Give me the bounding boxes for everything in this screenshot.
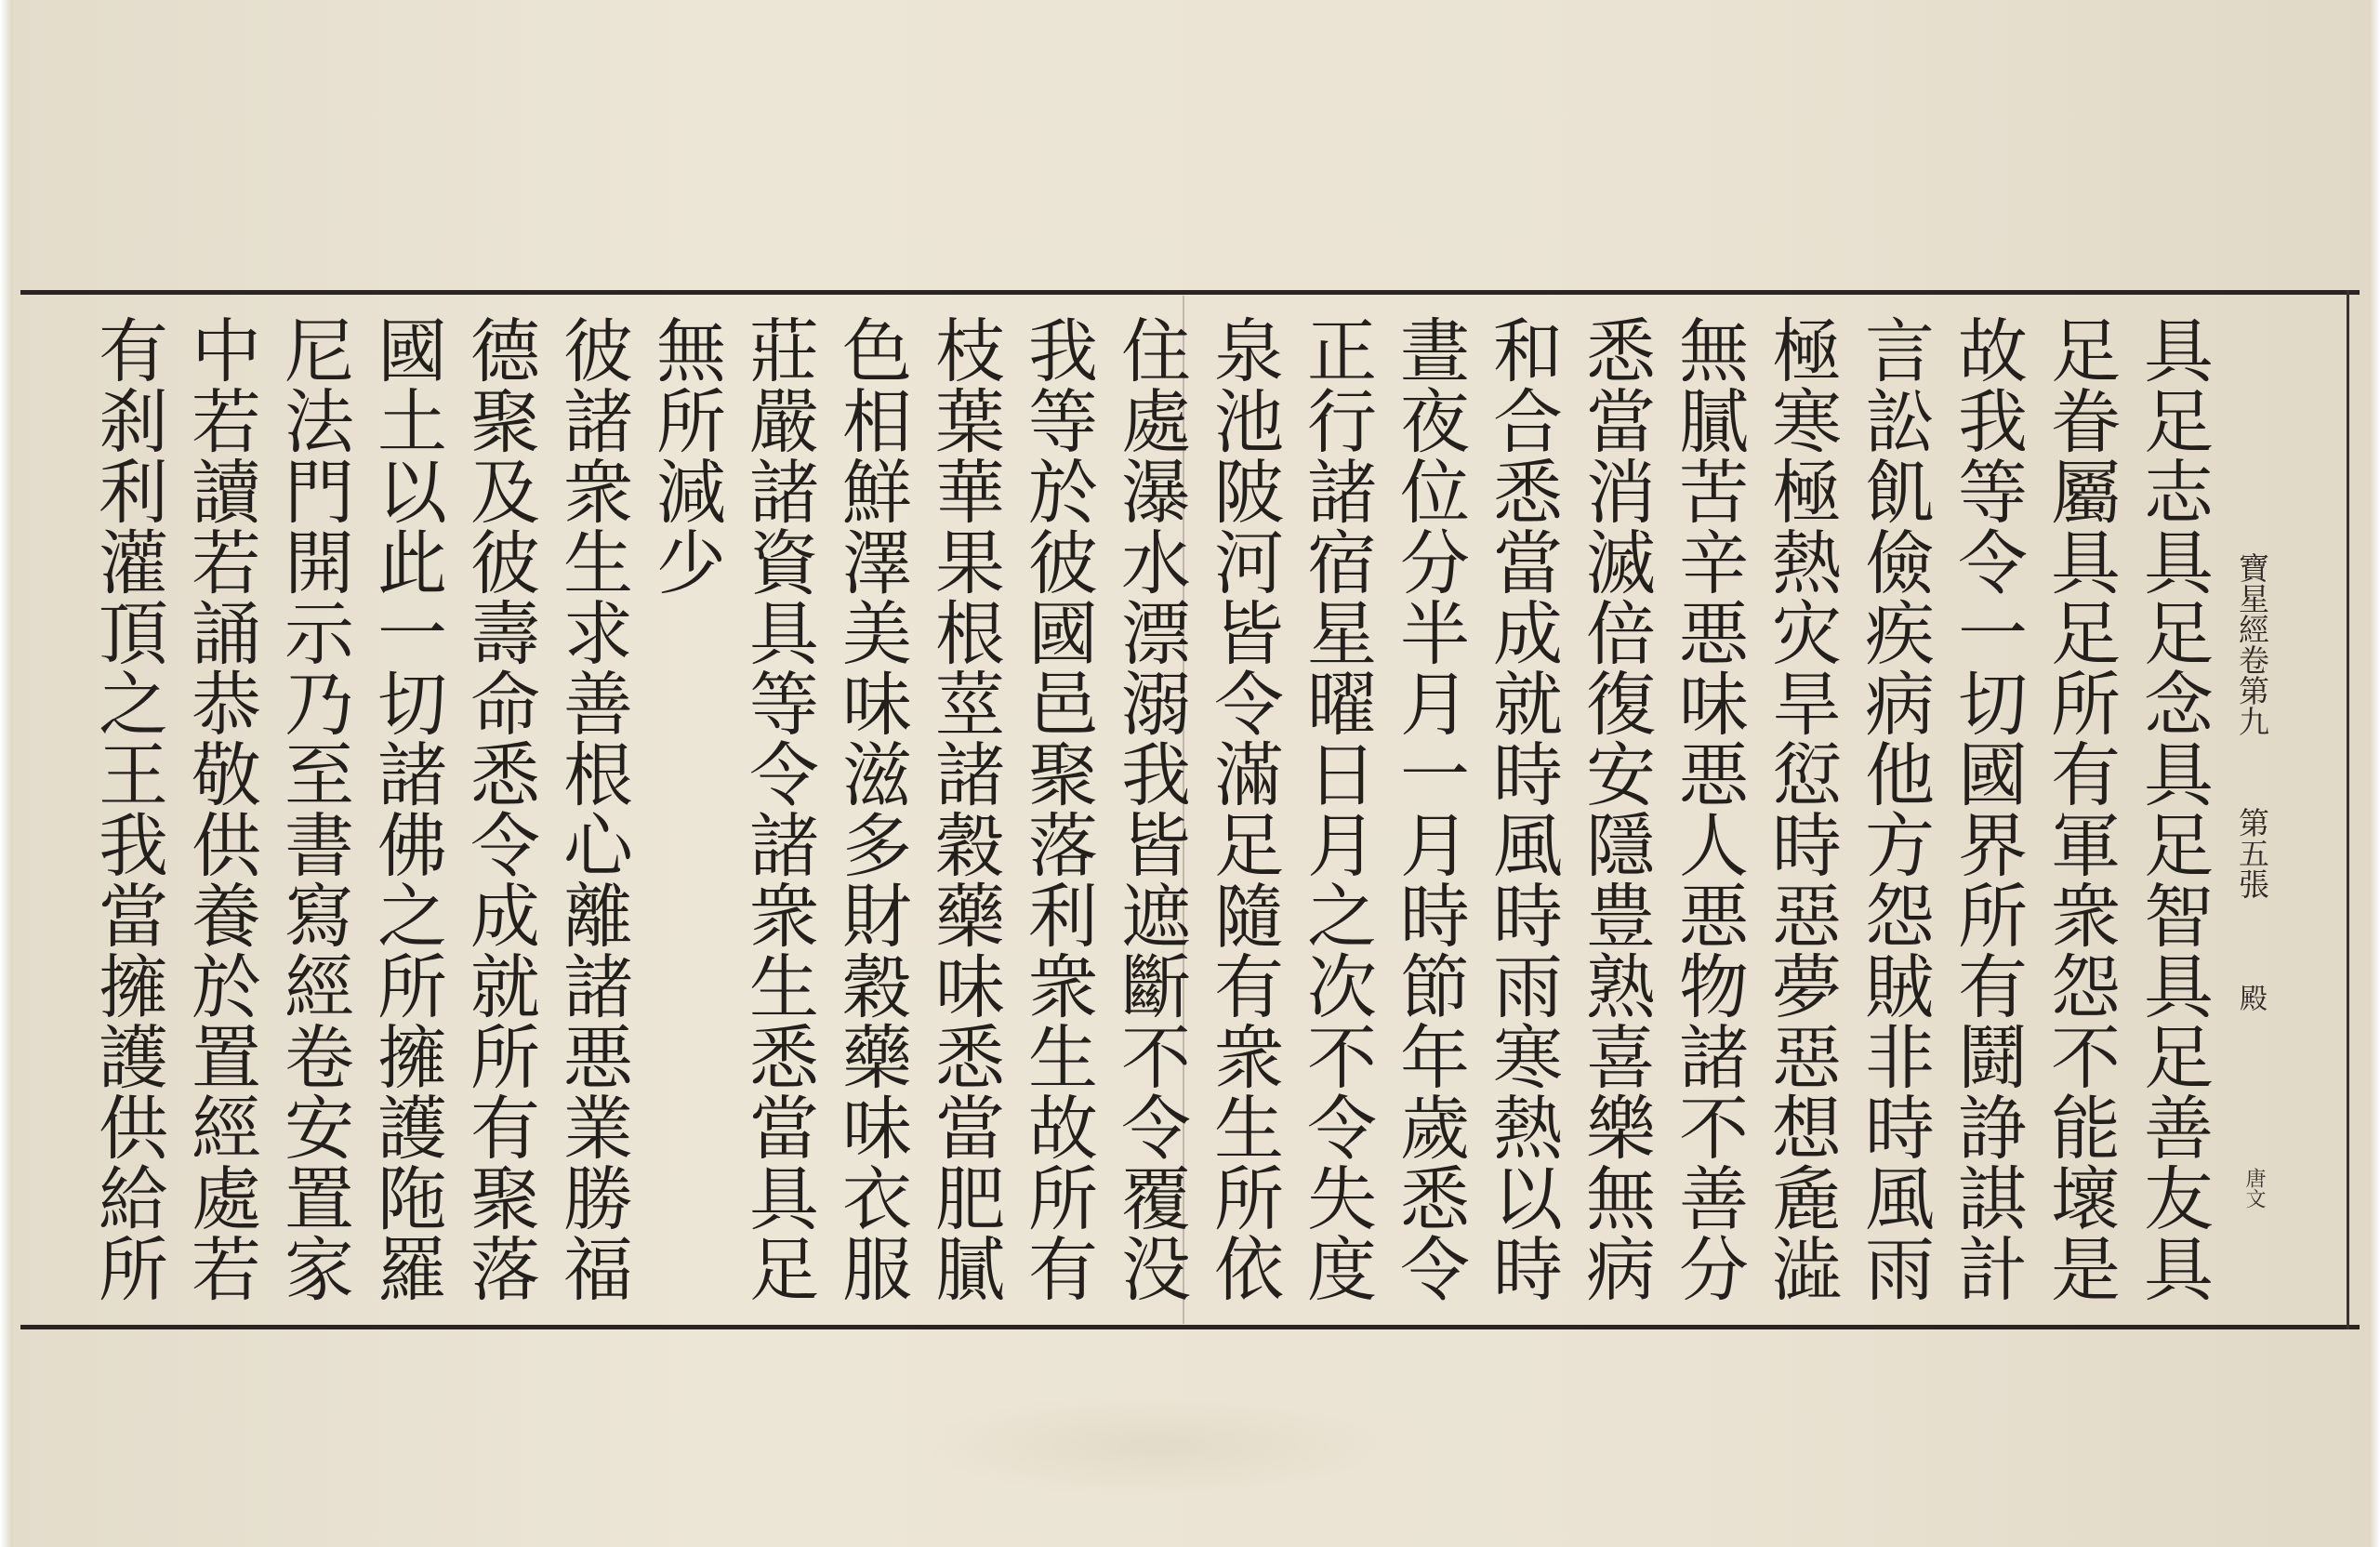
text-column: 極寒極熱灾旱愆時惡夢惡想麁澁 [1761, 314, 1843, 1303]
text-column: 住處瀑水漂溺我皆遮斷不令覆没 [1110, 314, 1192, 1303]
page-right-edge [2369, 0, 2380, 1547]
text-column: 無膩苦辛悪味悪人悪物諸不善分 [1668, 314, 1750, 1303]
frame-right-rule [2347, 290, 2349, 1329]
text-column: 德聚及彼壽命悉令成就所有聚落 [459, 314, 541, 1303]
text-column: 色相鮮澤美味滋多財穀藥味衣服 [831, 314, 913, 1303]
text-column: 彼諸衆生求善根心離諸悪業勝福 [552, 314, 634, 1303]
margin-carver-name: 唐文 [2242, 1168, 2266, 1209]
text-column: 無所減少 [645, 314, 727, 597]
text-column: 莊嚴諸資具等令諸衆生悉當具足 [738, 314, 820, 1303]
text-column: 尼法門開示乃至書寫經卷安置家 [273, 314, 355, 1303]
text-column: 和合悉當成就時風時雨寒熱以時 [1482, 314, 1564, 1303]
text-column: 正行諸宿星曜日月之次不令失度 [1296, 314, 1378, 1303]
text-column: 悉當消滅倍復安隱豊熟喜樂無病 [1575, 314, 1657, 1303]
text-column: 晝夜位分半月一月時節年歲悉令 [1389, 314, 1471, 1303]
text-column: 具足志具足念具足智具足善友具 [2133, 314, 2215, 1303]
text-column: 我等於彼國邑聚落利衆生故所有 [1017, 314, 1099, 1303]
margin-page-number: 第五張 [2234, 807, 2270, 899]
paper-stain [911, 1395, 1395, 1497]
margin-title: 寶星經卷第九 [2234, 552, 2270, 736]
text-column: 言訟飢儉疾病他方怨賊非時風雨 [1854, 314, 1936, 1303]
text-column: 枝葉華果根莖諸穀藥味悉當肥膩 [924, 314, 1006, 1303]
text-column: 國土以此一切諸佛之所擁護陁羅 [366, 314, 448, 1303]
text-column: 泉池陂河皆令滿足隨有衆生所依 [1203, 314, 1285, 1303]
text-column: 中若讀若誦恭敬供養於置經處若 [180, 314, 262, 1303]
text-column: 故我等令一切國界所有鬪諍諆計 [1947, 314, 2029, 1303]
margin-mark: 殿 [2234, 984, 2267, 1012]
text-column: 足眷屬具足所有軍衆怨不能壞是 [2040, 314, 2122, 1303]
text-column: 有刹利灌頂之王我當擁護供給所 [87, 314, 169, 1303]
page-left-edge [0, 0, 13, 1547]
